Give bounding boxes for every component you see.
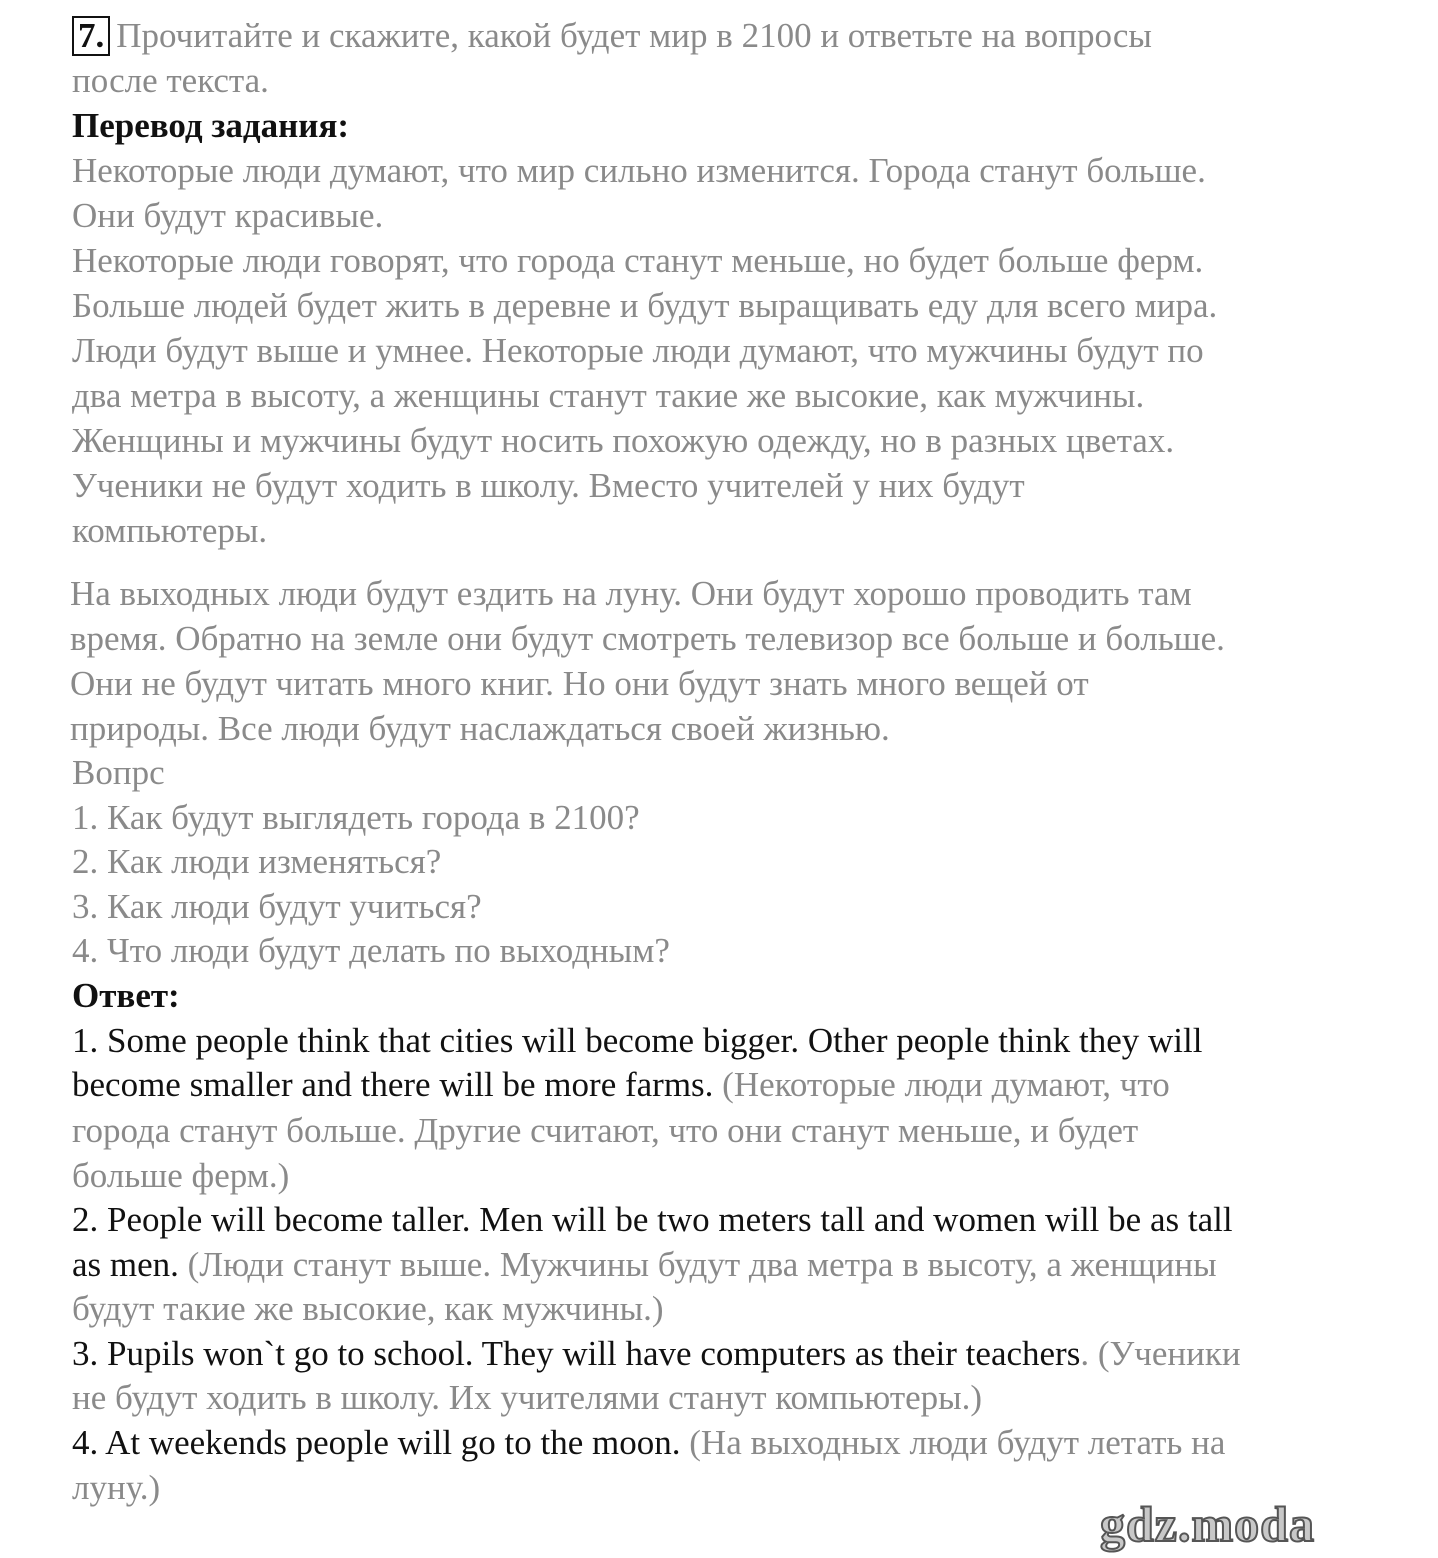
translation-line: 4. Что люди будут делать по выходным?	[72, 931, 670, 970]
translation-line: 1. Как будут выглядеть города в 2100?	[72, 798, 640, 837]
answer-russian: не будут ходить в школу. Их учителями станут компьютеры.)	[72, 1378, 983, 1417]
translation-line: Люди будут выше и умнее. Некоторые люди думают, что мужчины будут по	[72, 331, 1204, 370]
translation-line: природы. Все люди будут наслаждаться своей жизнью.	[70, 709, 890, 748]
answer-russian: города станут больше. Другие считают, что они станут меньше, и будет	[72, 1111, 1139, 1150]
answer-russian: луну.)	[72, 1468, 161, 1507]
answer-russian: (На выходных люди будут летать на	[680, 1423, 1226, 1462]
answer-russian: будут такие же высокие, как мужчины.)	[72, 1289, 664, 1328]
answer-line	[72, 1019, 1202, 1063]
translation-line: Некоторые люди говорят, что города станут меньше, но будет больше ферм.	[72, 241, 1204, 280]
task-line-1	[72, 14, 1152, 58]
answer-english: become smaller and there will be more farms.	[72, 1065, 714, 1104]
answer-english: as men.	[72, 1245, 179, 1284]
watermark-logo: gdz.moda	[1100, 1496, 1315, 1552]
translation-line: Ученики не будут ходить в школу. Вместо учителей у них будут	[72, 466, 1025, 505]
translation-line: Они будут красивые.	[72, 196, 384, 235]
translation-line: Женщины и мужчины будут носить похожую одежду, но в разных цветах.	[72, 421, 1175, 460]
translation-line: Вопрс	[72, 753, 165, 792]
answer-line	[72, 1109, 1138, 1153]
answer-russian: (Некоторые люди думают, что	[713, 1065, 1170, 1104]
answer-line	[72, 1198, 1233, 1242]
answer-line	[72, 1376, 982, 1420]
answer-english: 2. People will become taller. Men will be two meters tall and women will be as tall	[72, 1200, 1233, 1239]
answer-heading: Ответ:	[72, 976, 180, 1015]
answer-line	[72, 1421, 1225, 1465]
answer-line	[72, 1154, 289, 1198]
answer-line	[72, 1466, 160, 1510]
translation-line: время. Обратно на земле они будут смотреть телевизор все больше и больше.	[70, 619, 1225, 658]
translation-line: 2. Как люди изменяться?	[72, 842, 442, 881]
translation-line: 3. Как люди будут учиться?	[72, 887, 482, 926]
answer-russian: больше ферм.)	[72, 1156, 290, 1195]
translation-line: На выходных люди будут ездить на луну. Они будут хорошо проводить там	[70, 574, 1192, 613]
task-instruction-cont: после текста.	[72, 61, 269, 100]
answer-english: 1. Some people think that cities will become bigger. Other people think they will	[72, 1021, 1203, 1060]
task-instruction: Прочитайте и скажите, какой будет мир в 2100 и ответьте на вопросы	[116, 16, 1152, 55]
task-number: 7.	[72, 16, 110, 56]
translation-line: Некоторые люди думают, что мир сильно изменится. Города станут больше.	[72, 151, 1206, 190]
translation-heading: Перевод задания:	[72, 106, 350, 145]
answer-russian: (Люди станут выше. Мужчины будут два метра в высоту, а женщины	[178, 1245, 1217, 1284]
answer-line	[72, 1063, 1170, 1107]
answer-line	[72, 1287, 664, 1331]
translation-line: Больше людей будет жить в деревне и будут выращивать еду для всего мира.	[72, 286, 1218, 325]
answer-line	[72, 1332, 1241, 1376]
translation-line: Они не будут читать много книг. Но они будут знать много вещей от	[70, 664, 1089, 703]
answer-russian: . (Ученики	[1080, 1334, 1241, 1373]
translation-line: два метра в высоту, а женщины станут такие же высокие, как мужчины.	[72, 376, 1145, 415]
translation-line: компьютеры.	[72, 511, 268, 550]
answer-line	[72, 1243, 1217, 1287]
answer-english: 4. At weekends people will go to the moon.	[72, 1423, 681, 1462]
answer-english: 3. Pupils won`t go to school. They will have computers as their teachers	[72, 1334, 1081, 1373]
